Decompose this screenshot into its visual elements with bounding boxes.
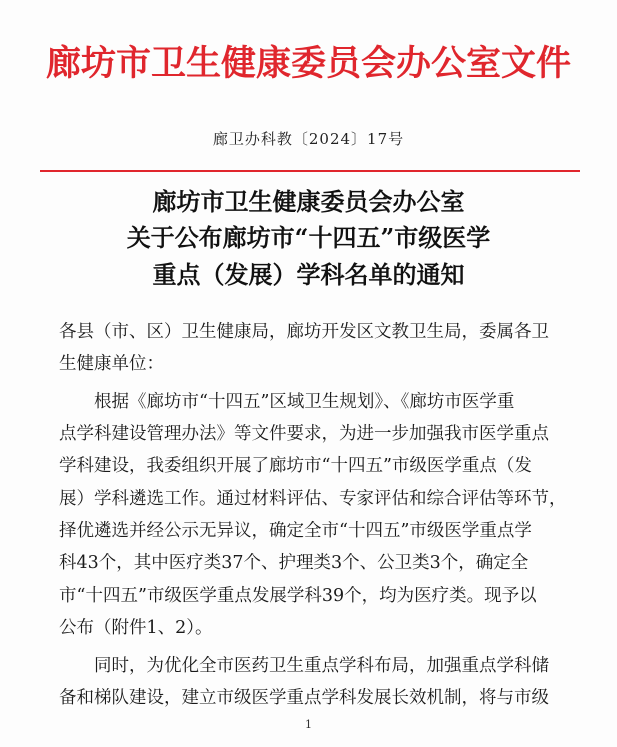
body-line: 展）学科遴选工作。通过材料评估、专家评估和综合评估等环节，	[59, 489, 567, 509]
notice-title-line-2: 关于公布廊坊市“十四五”市级医学	[126, 223, 491, 252]
body-line: 各县（市、区）卫生健康局，廊坊开发区文教卫生局，委属各卫	[59, 322, 549, 342]
body-line: 点学科建设管理办法》等文件要求，为进一步加强我市医学重点	[59, 424, 549, 444]
issuing-org-header: 廊坊市卫生健康委员会办公室文件	[45, 43, 571, 84]
body-line: 择优遴选并经公示无异议，确定全市“十四五”市级医学重点学	[59, 521, 532, 541]
body-line: 科43个，其中医疗类37个、护理类3个、公卫类3个，确定全	[59, 553, 529, 573]
body-line: 学科建设，我委组织开展了廊坊市“十四五”市级医学重点（发	[59, 456, 532, 476]
body-line: 备和梯队建设，建立市级医学重点学科发展长效机制，将与市级	[59, 688, 549, 708]
notice-title-line-1: 廊坊市卫生健康委员会办公室	[152, 187, 465, 216]
body-line: 市“十四五”市级医学重点发展学科39个，均为医疗类。现予以	[59, 586, 537, 606]
red-divider-line	[40, 170, 580, 172]
body-line: 根据《廊坊市“十四五”区域卫生规划》、《廊坊市医学重	[59, 392, 515, 412]
body-line: 公布（附件1、2）。	[59, 618, 213, 638]
body-line: 同时，为优化全市医药卫生重点学科布局，加强重点学科储	[59, 656, 549, 676]
document-number: 廊卫办科教〔2024〕17号	[212, 130, 405, 148]
body-line: 生健康单位：	[59, 354, 164, 374]
notice-title-line-3: 重点（发展）学科名单的通知	[152, 260, 465, 289]
page-number: 1	[305, 718, 312, 731]
